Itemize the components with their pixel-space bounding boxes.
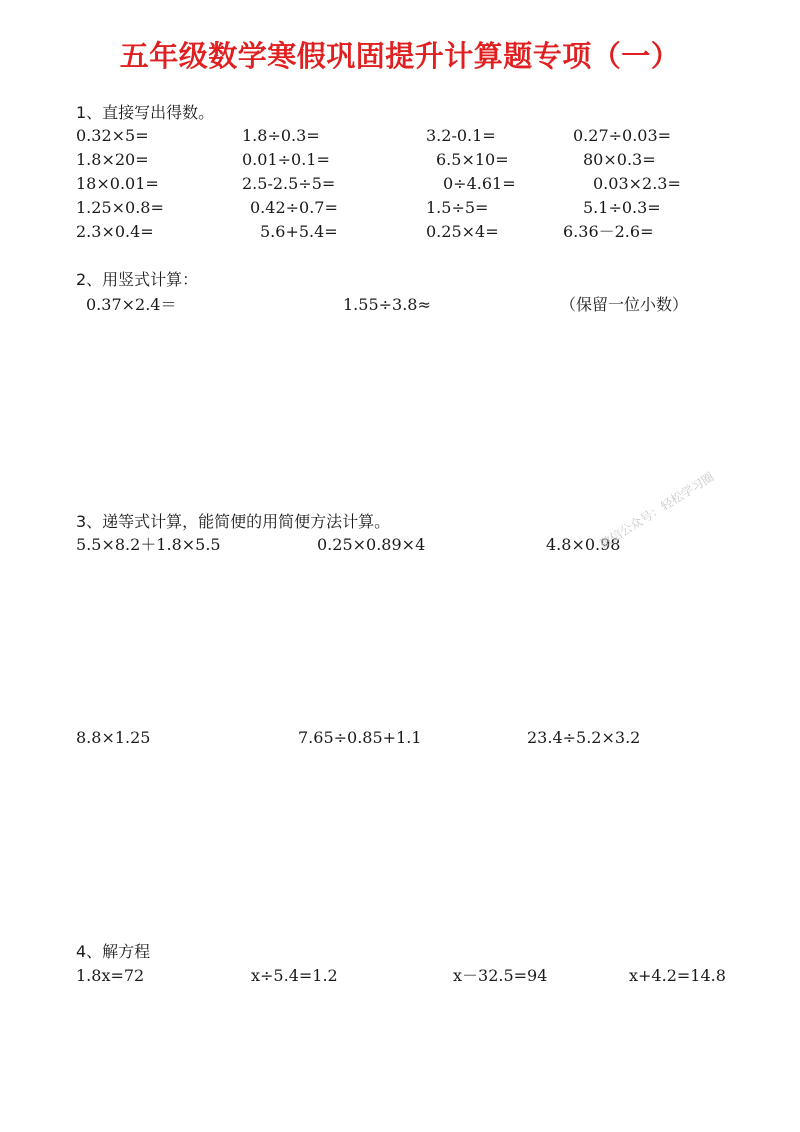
section-1-heading: 1、直接写出得数。 (76, 103, 215, 122)
problem: 1.55÷3.8≈ (343, 295, 431, 314)
problem: 1.8×20= (76, 150, 149, 169)
section-2-heading: 2、用竖式计算： (76, 270, 199, 289)
problem: 7.65÷0.85+1.1 (298, 728, 422, 747)
problem: x－32.5=94 (453, 966, 548, 985)
problem: 6.5×10= (436, 150, 509, 169)
problem: 0.25×0.89×4 (317, 535, 426, 554)
problem: 4.8×0.98 (546, 535, 621, 554)
problem: 1.8x=72 (76, 966, 145, 985)
problem: 80×0.3= (583, 150, 656, 169)
problem: 0.27÷0.03= (573, 126, 672, 145)
rounding-note: （保留一位小数） (560, 295, 689, 314)
section-3-heading: 3、递等式计算，能简便的用简便方法计算。 (76, 512, 391, 531)
problem: 2.3×0.4= (76, 222, 154, 241)
problem: 1.8÷0.3= (242, 126, 320, 145)
problem: 23.4÷5.2×3.2 (527, 728, 641, 747)
problem: 5.5×8.2＋1.8×5.5 (76, 535, 221, 554)
problem: x÷5.4=1.2 (251, 966, 338, 985)
problem: 3.2-0.1= (426, 126, 496, 145)
problem: 0.32×5= (76, 126, 149, 145)
problem: 0.37×2.4＝ (86, 295, 177, 314)
problem: 2.5-2.5÷5= (242, 174, 336, 193)
problem: 0.25×4= (426, 222, 499, 241)
problem: 8.8×1.25 (76, 728, 151, 747)
problem: 0÷4.61= (443, 174, 516, 193)
problem: 5.1÷0.3= (583, 198, 661, 217)
problem: 6.36－2.6= (563, 222, 654, 241)
problem: 1.5÷5= (426, 198, 489, 217)
problem: 1.25×0.8= (76, 198, 164, 217)
problem: 18×0.01= (76, 174, 159, 193)
problem: 5.6+5.4= (260, 222, 338, 241)
page-title: 五年级数学寒假巩固提升计算题专项（一） (119, 39, 681, 73)
problem: x+4.2=14.8 (629, 966, 726, 985)
section-4-heading: 4、解方程 (76, 942, 151, 961)
problem: 0.01÷0.1= (242, 150, 330, 169)
watermark: 微信公众号：轻松学习圈 (597, 469, 717, 552)
problem: 0.42÷0.7= (250, 198, 338, 217)
problem: 0.03×2.3= (593, 174, 681, 193)
